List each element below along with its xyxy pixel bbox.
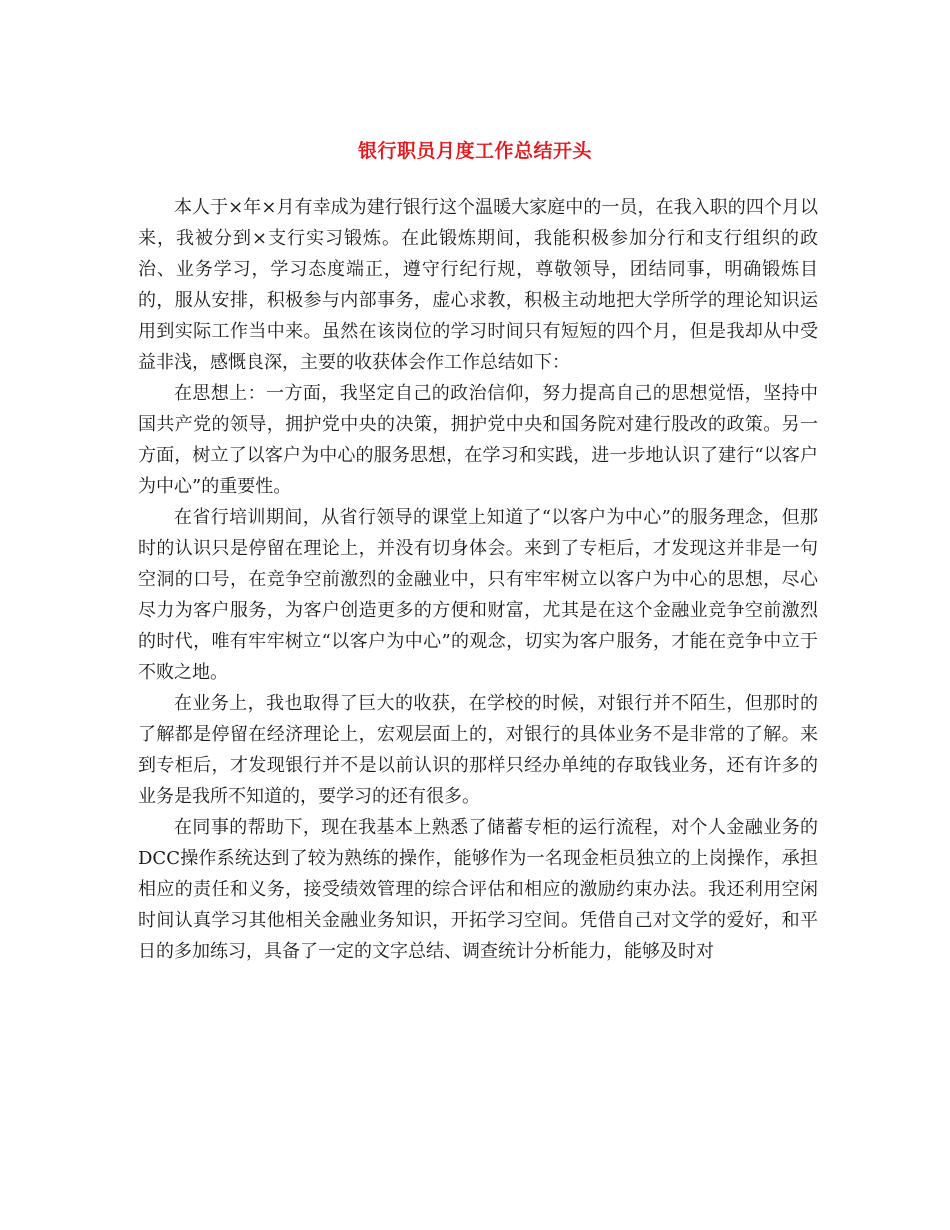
document-body xyxy=(138,192,818,967)
paragraph-intro: 本人于×年×月有幸成为建行银行这个温暖大家庭中的一员，在我入职的四个月以来，我被分到×支行实习锻炼。在此锻炼期间，我能积极参加分行和支行组织的政治、业务学习，学习态度端正，遵守行纪行规，尊敬领导，团结同事，明确锻炼目的，服从安排，积极参与内部事务，虚心求教，积极主动地把大学所学的理论知识运用到实际工作当中来。虽然在该岗位的学习时间只有短短的四个月，但是我却从中受益非浅，感慨良深，主要的收获体会作工作总结如下： xyxy=(138,197,818,373)
paragraph-colleagues: 在同事的帮助下，现在我基本上熟悉了储蓄专柜的运行流程，对个人金融业务的DCC操作系统达到了较为熟练的操作，能够作为一名现金柜员独立的上岗操作，承担相应的责任和义务，接受绩效管理的综合评估和相应的激励约束办法。我还利用空闲时间认真学习其他相关金融业务知识，开拓学习空间。凭借自己对文学的爱好，和平日的多加练习，具备了一定的文字总结、调查统计分析能力，能够及时对 xyxy=(138,817,818,962)
document-title: 银行职员月度工作总结开头 xyxy=(357,139,592,162)
paragraph-training: 在省行培训期间，从省行领导的课堂上知道了“以客户为中心”的服务理念，但那时的认识只是停留在理论上，并没有切身体会。来到了专柜后，才发现这并非是一句空洞的口号，在竞争空前激烈的金融业中，只有牢牢树立以客户为中心的思想，尽心尽力为客户服务，为客户创造更多的方便和财富，尤其是在这个金融业竞争空前激烈的时代，唯有牢牢树立“以客户为中心”的观念，切实为客户服务，才能在竞争中立于不败之地。 xyxy=(138,507,818,683)
paragraph-business: 在业务上，我也取得了巨大的收获，在学校的时候，对银行并不陌生，但那时的了解都是停留在经济理论上，宏观层面上的，对银行的具体业务不是非常的了解。来到专柜后，才发现银行并不是以前认识的那样只经办单纯的存取钱业务，还有许多的业务是我所不知道的，要学习的还有很多。 xyxy=(138,693,818,807)
paragraph-ideology: 在思想上：一方面，我坚定自己的政治信仰，努力提高自己的思想觉悟，坚持中国共产党的领导，拥护党中央的决策，拥护党中央和国务院对建行股改的政策。另一方面，树立了以客户为中心的服务思想，在学习和实践，进一步地认识了建行“以客户为中心”的重要性。 xyxy=(138,383,818,497)
